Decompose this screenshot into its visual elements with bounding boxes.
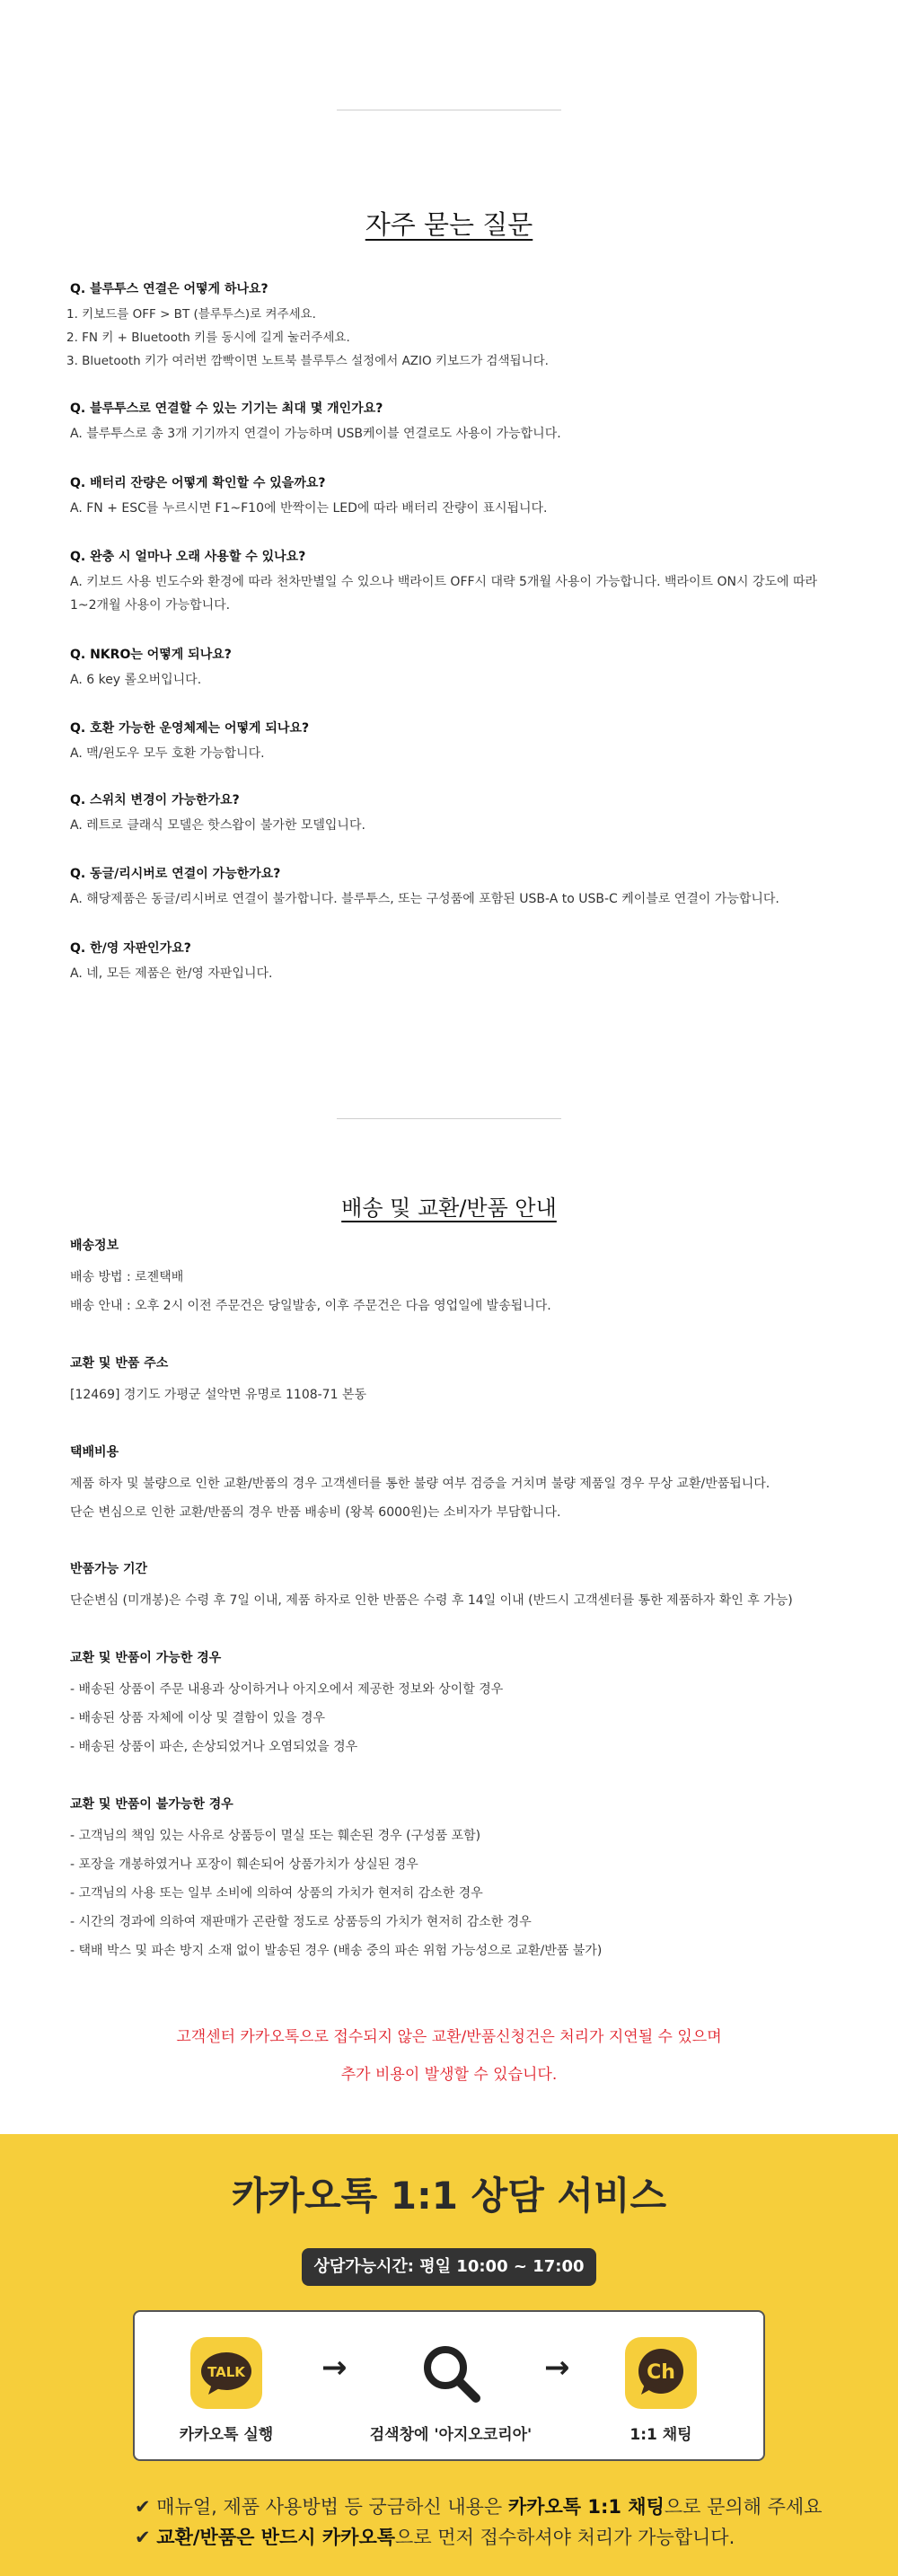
kakao-bullets: [135, 2492, 835, 2553]
info-line: - 고객님의 사용 또는 일부 소비에 의하여 상품의 가치가 현저히 감소한 경우: [70, 1886, 483, 1901]
faq-answer: A. 레트로 클래식 모델은 핫스왑이 불가한 모델입니다.: [70, 818, 365, 833]
kakao-banner: [0, 2134, 898, 2576]
consult-hours-badge: 상담가능시간: 평일 10:00 ~ 17:00: [302, 2248, 596, 2286]
faq-answer: A. 네, 모든 제품은 한/영 자판입니다.: [70, 966, 273, 981]
info-line: - 택배 박스 및 파손 방지 소재 없이 발송된 경우 (배송 중의 파손 위험 가능성으로 교환/반품 불가): [70, 1944, 603, 1958]
faq-answer: A. 해당제품은 동글/리시버로 연결이 불가합니다. 블루투스, 또는 구성품에 포함된 USB-A to USB-C 케이블로 연결이 가능합니다.: [70, 892, 779, 906]
faq-item-charge: [70, 547, 842, 617]
return-address: [70, 1354, 860, 1409]
section-heading: 택배비용: [70, 1445, 119, 1460]
shipping-cost: [70, 1442, 860, 1527]
section-heading: 반품가능 기간: [70, 1562, 148, 1576]
faq-question: Q. 스위치 변경이 가능한가요?: [70, 793, 240, 807]
faq-item-dongle: [70, 864, 842, 911]
faq-item-devices: [70, 399, 842, 446]
arrow-right-icon: →: [321, 2350, 348, 2386]
faq-item-os: [70, 719, 842, 765]
kakaotalk-app-icon: [190, 2337, 262, 2409]
kakao-steps-box: [133, 2310, 765, 2461]
info-line: - 시간의 경과에 의하여 재판매가 곤란할 정도로 상품등의 가치가 현저히 감소한 경우: [70, 1915, 532, 1929]
bullet-bold: 카카오톡 1:1 채팅: [507, 2496, 665, 2518]
info-line: [12469] 경기도 가평군 설악면 유명로 1108-71 본동: [70, 1388, 366, 1402]
return-period: [70, 1559, 860, 1615]
kakao-bullet-2: [135, 2522, 835, 2553]
faq-question: Q. 동글/리시버로 연결이 가능한가요?: [70, 867, 281, 881]
faq-question: Q. 블루투스로 연결할 수 있는 기기는 최대 몇 개인가요?: [70, 401, 383, 416]
bullet-bold: 교환/반품은 반드시 카카오톡: [156, 2527, 396, 2548]
faq-item-layout: [70, 939, 842, 985]
middle-divider: [337, 1118, 561, 1119]
faq-question: Q. 블루투스 연결은 어떻게 하나요?: [70, 282, 269, 296]
check-icon: ✔: [135, 2496, 151, 2518]
info-line: - 배송된 상품 자체에 이상 및 결함이 있을 경우: [70, 1711, 326, 1725]
faq-answer: A. 맥/윈도우 모두 호환 가능합니다.: [70, 746, 265, 761]
section-heading: 교환 및 반품 주소: [70, 1356, 169, 1371]
info-line: 단순변심 (미개봉)은 수령 후 7일 이내, 제품 하자로 인한 반품은 수령 후 14일 이내 (반드시 고객센터를 통한 제품하자 확인 후 가능): [70, 1593, 793, 1608]
faq-title: 자주 묻는 질문: [365, 209, 533, 240]
arrow-right-icon: →: [544, 2350, 570, 2386]
return-not-allowed: [70, 1795, 860, 1965]
list-item: 1. 키보드를 OFF > BT (블루투스)로 켜주세요.: [66, 307, 316, 322]
faq-item-battery: [70, 473, 842, 520]
section-heading: 교환 및 반품이 불가능한 경우: [70, 1797, 233, 1812]
kakao-channel-icon: [625, 2337, 697, 2409]
info-line: 제품 하자 및 불량으로 인한 교환/반품의 경우 고객센터를 통한 불량 여부 검증을 거치며 불량 제품일 경우 무상 교환/반품됩니다.: [70, 1477, 770, 1491]
info-line: - 포장을 개봉하였거나 포장이 훼손되어 상품가치가 상실된 경우: [70, 1857, 418, 1872]
step-label-search: 검색창에 '아지오코리아': [369, 2426, 533, 2444]
step-label-open-kakao: 카카오톡 실행: [179, 2426, 274, 2444]
search-icon: [417, 2339, 485, 2407]
info-line: 배송 방법 : 로젠택배: [70, 1270, 184, 1284]
info-line: 배송 안내 : 오후 2시 이전 주문건은 당일발송, 이후 주문건은 다음 영업일에 발송됩니다.: [70, 1299, 551, 1313]
return-allowed: [70, 1648, 860, 1761]
info-line: 단순 변심으로 인한 교환/반품의 경우 반품 배송비 (왕복 6000원)는 소비자가 부담합니다.: [70, 1505, 561, 1520]
faq-answer: A. FN + ESC를 누르시면 F1~F10에 반짝이는 LED에 따라 배터리 잔량이 표시됩니다.: [70, 501, 548, 516]
svg-text:TALK: TALK: [207, 2364, 245, 2380]
bullet-text: 으로 먼저 접수하셔야 처리가 가능합니다.: [395, 2527, 735, 2548]
svg-text:Ch: Ch: [647, 2361, 675, 2384]
faq-answer: A. 6 key 롤오버입니다.: [70, 673, 202, 687]
faq-question: Q. NKRO는 어떻게 되나요?: [70, 648, 232, 662]
section-heading: 교환 및 반품이 가능한 경우: [70, 1651, 222, 1665]
info-line: - 배송된 상품이 주문 내용과 상이하거나 아지오에서 제공한 정보와 상이할 경우: [70, 1682, 504, 1697]
faq-question: Q. 호환 가능한 운영체제는 어떻게 되나요?: [70, 721, 310, 736]
faq-question: Q. 한/영 자판인가요?: [70, 941, 191, 956]
notice-text: [0, 2018, 898, 2094]
section-heading: 배송정보: [70, 1239, 119, 1253]
check-icon: ✔: [135, 2527, 151, 2548]
list-item: 3. Bluetooth 키가 여러번 깜빡이면 노트북 블루투스 설정에서 AZIO 키보드가 검색됩니다.: [66, 354, 549, 368]
notice-line: 고객센터 카카오톡으로 접수되지 않은 교환/반품신청건은 처리가 지연될 수 있으며: [176, 2028, 722, 2046]
faq-item-bluetooth: [66, 279, 842, 373]
bullet-text: 매뉴얼, 제품 사용방법 등 궁금하신 내용은: [156, 2496, 508, 2518]
faq-question: Q. 완충 시 얼마나 오래 사용할 수 있나요?: [70, 550, 306, 564]
bullet-text: 으로 문의해 주세요: [664, 2496, 823, 2518]
kakao-bullet-1: [135, 2492, 835, 2522]
shipping-info: [70, 1236, 860, 1320]
faq-question: Q. 배터리 잔량은 어떻게 확인할 수 있을까요?: [70, 476, 326, 490]
info-line: - 배송된 상품이 파손, 손상되었거나 오염되었을 경우: [70, 1740, 358, 1754]
shipping-title: 배송 및 교환/반품 안내: [341, 1195, 557, 1221]
faq-answer: A. 키보드 사용 빈도수와 환경에 따라 천차만별일 수 있으나 백라이트 OFF시 대략 5개월 사용이 가능합니다. 백라이트 ON시 강도에 따라 1~2개월 사용이 가능합니다.: [70, 575, 818, 613]
kakao-title: 카카오톡 1:1 상담 서비스: [231, 2174, 667, 2218]
faq-item-nkro: [70, 645, 842, 692]
faq-answer: A. 블루투스로 총 3개 기기까지 연결이 가능하며 USB케이블 연결로도 사용이 가능합니다.: [70, 427, 561, 441]
faq-answer-list: [66, 303, 842, 373]
notice-line: 추가 비용이 발생할 수 있습니다.: [340, 2066, 558, 2084]
faq-item-switch: [70, 790, 842, 837]
step-label-chat: 1:1 채팅: [629, 2426, 692, 2444]
info-line: - 고객님의 책임 있는 사유로 상품등이 멸실 또는 훼손된 경우 (구성품 포함): [70, 1829, 481, 1843]
list-item: 2. FN 키 + Bluetooth 키를 동시에 길게 눌러주세요.: [66, 331, 350, 345]
